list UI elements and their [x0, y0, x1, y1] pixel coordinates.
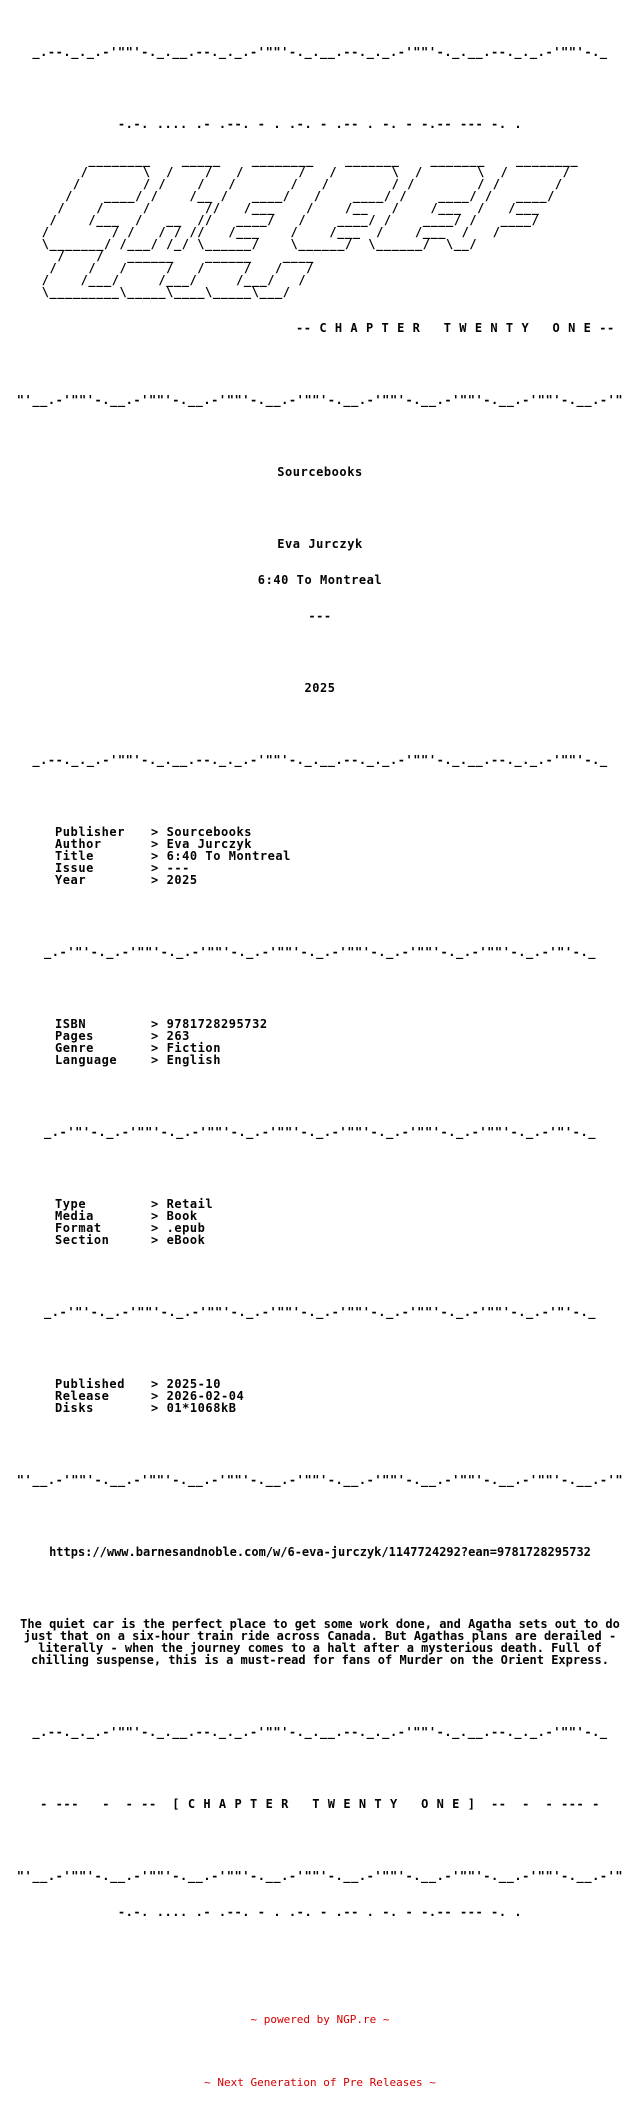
logo-line: / / / / / / / / / / / /: [34, 177, 563, 191]
field-label: Disks: [55, 1401, 94, 1415]
field-separator: >: [151, 1041, 159, 1055]
field-separator: >: [151, 873, 159, 887]
field-label: Author: [55, 837, 102, 851]
info-group-book: [0, 1018, 640, 1066]
field-label: Language: [55, 1053, 118, 1067]
author-heading: Eva Jurczyk: [277, 537, 363, 551]
issue-heading: ---: [308, 609, 332, 623]
field-label: Year: [55, 873, 87, 887]
field-value: Book: [166, 1209, 198, 1223]
info-field-year: [0, 874, 640, 886]
field-separator: >: [151, 1053, 159, 1067]
field-value: 263: [166, 1029, 190, 1043]
field-value: 6:40 To Montreal: [166, 849, 291, 863]
chapter-bracket-line: - --- - - -- [ C H A P T E R T W E N T Y O N E ] -- - - --- -: [40, 1797, 600, 1811]
field-label: Release: [55, 1389, 110, 1403]
source-url[interactable]: https://www.barnesandnoble.com/w/6-eva-jurczyk/1147724292?ean=9781728295732: [49, 1545, 591, 1559]
field-value: ---: [166, 861, 190, 875]
info-field-language: [0, 1054, 640, 1066]
logo-line: \_______/ /___/ /_/ \______/ \______/ \______/ \__/: [34, 237, 478, 251]
field-label: Published: [55, 1377, 125, 1391]
field-separator: >: [151, 1221, 159, 1235]
field-separator: >: [151, 1209, 159, 1223]
footer-morse: -.-. .... .- .--. - . .-. - .-- . -. - -.-- --- -. .: [117, 1905, 523, 1919]
logo-line: / /___ / __ // ____/ / ____/ / ____/ / ____/: [34, 213, 540, 227]
field-label: ISBN: [55, 1017, 87, 1031]
info-group-dates: [0, 1378, 640, 1414]
field-value: 2025-10: [166, 1377, 221, 1391]
footer-tagline: ~ Next Generation of Pre Releases ~: [204, 2076, 436, 2089]
field-separator: >: [151, 849, 159, 863]
wave-divider: _.-'"'-._.-'""'-._.-'""'-._.-'""'-._.-'""'-._.-'""'-._.-'""'-._.-'"'-._: [44, 945, 596, 959]
title-heading: 6:40 To Montreal: [257, 573, 383, 587]
field-separator: >: [151, 1029, 159, 1043]
field-label: Publisher: [55, 825, 125, 839]
info-field-release: [0, 1390, 640, 1402]
field-separator: >: [151, 1197, 159, 1211]
description: The quiet car is the perfect place to get some work done, and Agatha sets out to do just that on a six-hour train ride across Canada. But Agathas plans are derailed - literally - when the journey comes to a halt after a mysterious death. Full of chilling suspense, this is a must-read for fans of Murder on the Orient Express.: [20, 1617, 620, 1667]
field-value: .epub: [166, 1221, 206, 1235]
wave-divider: "'__.-'""'-.__.-'""'-.__.-'""'-.__.-'""'-.__.-'""'-.__.-'""'-.__.-'""'-.__.-'": [16, 393, 624, 407]
header-morse: -.-. .... .- .--. - . .-. - .-- . -. - -.-- --- -. .: [117, 117, 523, 131]
field-separator: >: [151, 1401, 159, 1415]
ascii-logo: [0, 154, 640, 298]
info-field-author: [0, 838, 640, 850]
logo-line: / / / / / // /___ / /___ / /___ / /: [34, 225, 501, 239]
info-field-pages: [0, 1030, 640, 1042]
info-group-format: [0, 1198, 640, 1246]
field-value: Sourcebooks: [166, 825, 253, 839]
field-separator: >: [151, 837, 159, 851]
field-separator: >: [151, 861, 159, 875]
footer-powered-by: ~ powered by NGP.re ~: [250, 2013, 390, 2026]
info-group-release: [0, 826, 640, 886]
wave-divider: _.-'"'-._.-'""'-._.-'""'-._.-'""'-._.-'""'-._.-'""'-._.-'""'-._.-'"'-._: [44, 1305, 596, 1319]
year-heading: 2025: [304, 681, 336, 695]
field-value: 2025: [166, 873, 198, 887]
info-field-title: [0, 850, 640, 862]
field-separator: >: [151, 1017, 159, 1031]
field-value: 2026-02-04: [166, 1389, 245, 1403]
logo-line: / / / // /___ / /__ / /___ / /___: [34, 201, 540, 215]
field-value: Fiction: [166, 1041, 221, 1055]
info-field-disks: [0, 1402, 640, 1414]
wave-divider: "'__.-'""'-.__.-'""'-.__.-'""'-.__.-'""'-.__.-'""'-.__.-'""'-.__.-'""'-.__.-'": [16, 1473, 624, 1487]
info-field-isbn: [0, 1018, 640, 1030]
logo-line: / /___/ /___/ /___/ /: [34, 273, 307, 287]
info-field-type: [0, 1198, 640, 1210]
field-label: Format: [55, 1221, 102, 1235]
logo-line: \_________\_____\____\_____\___/: [34, 285, 291, 299]
chapter-line: -- C H A P T E R T W E N T Y O N E --: [296, 321, 615, 335]
field-label: Title: [55, 849, 94, 863]
wave-divider: _.--._._.-'""'-._.__.--._._.-'""'-._.__.--._._.-'""'-._.__.--._._.-'""'-._: [32, 753, 608, 767]
logo-line: / \ / / / / / \ / \ / /: [34, 165, 571, 179]
field-separator: >: [151, 1389, 159, 1403]
logo-line: / / / / / / / /: [34, 261, 314, 275]
field-value: eBook: [166, 1233, 206, 1247]
field-label: Issue: [55, 861, 94, 875]
field-separator: >: [151, 825, 159, 839]
field-label: Media: [55, 1209, 94, 1223]
publisher-heading: Sourcebooks: [277, 465, 363, 479]
wave-divider: "'__.-'""'-.__.-'""'-.__.-'""'-.__.-'""'-.__.-'""'-.__.-'""'-.__.-'""'-.__.-'": [16, 1869, 624, 1883]
field-separator: >: [151, 1233, 159, 1247]
field-value: English: [166, 1053, 221, 1067]
logo-line: / / ______ ______ ____: [34, 249, 314, 263]
field-value: Retail: [166, 1197, 214, 1211]
field-value: 01*1068kB: [166, 1401, 237, 1415]
info-field-section: [0, 1234, 640, 1246]
field-value: Eva Jurczyk: [166, 837, 253, 851]
field-label: Genre: [55, 1041, 94, 1055]
field-label: Pages: [55, 1029, 94, 1043]
wave-divider: _.--._._.-'""'-._.__.--._._.-'""'-._.__.--._._.-'""'-._.__.--._._.-'""'-._: [32, 1725, 608, 1739]
logo-line: ________ _____ ________ _______ _______ ________: [34, 153, 579, 167]
field-separator: >: [151, 1377, 159, 1391]
field-value: 9781728295732: [166, 1017, 268, 1031]
wave-divider: _.-'"'-._.-'""'-._.-'""'-._.-'""'-._.-'""'-._.-'""'-._.-'""'-._.-'"'-._: [44, 1125, 596, 1139]
field-label: Type: [55, 1197, 87, 1211]
info-field-issue: [0, 862, 640, 874]
field-label: Section: [55, 1233, 110, 1247]
header-wave: _.--._._.-'""'-._.__.--._._.-'""'-._.__.--._._.-'""'-._.__.--._._.-'""'-._: [32, 45, 608, 59]
logo-line: / ____/ / /__ / ____/ / ____/ / ____/ / ____/: [34, 189, 555, 203]
